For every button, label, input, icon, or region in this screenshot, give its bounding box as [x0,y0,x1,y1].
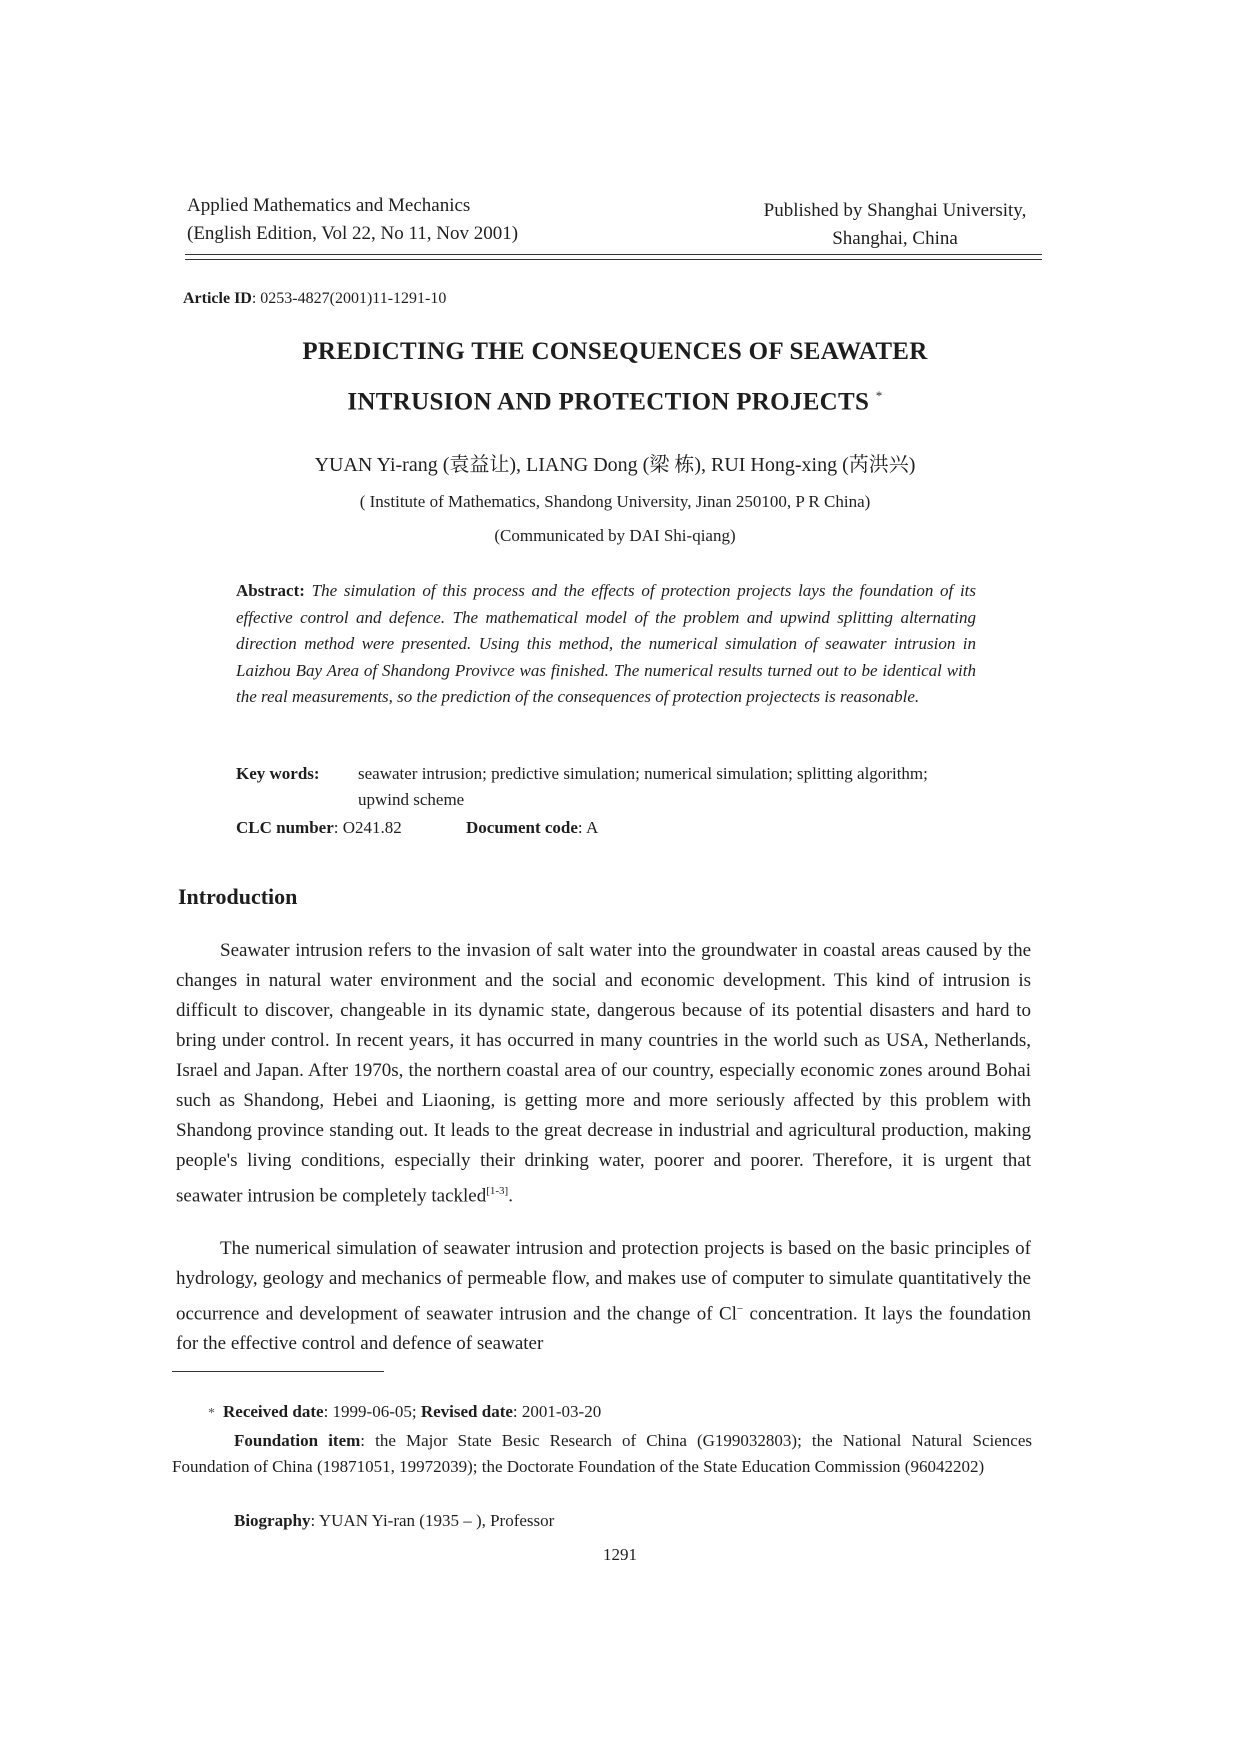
doc-code-label: Document code [466,818,578,837]
article-id [183,290,446,308]
received-label: Received date [223,1402,324,1421]
journal-name: Applied Mathematics and Mechanics [187,195,471,216]
revised-label: Revised date [420,1402,513,1421]
paragraph-2-text-a: The numerical simulation of seawater intrusion and protection projects is based on the basic principles of hydrology, geology and mechanics of permeable flow, and makes use of computer to simulate quantitatively the occurrence and development of seawater intrusion and the change of Cl [176,1238,1031,1325]
article-id-label: Article ID [183,290,252,307]
biography-value: : YUAN Yi-ran (1935 – ), Professor [310,1511,555,1530]
classification [236,818,598,838]
clc-label: CLC number [236,818,334,837]
footnote-mark: * [208,1406,215,1421]
citation-ref: [1-3] [486,1185,509,1197]
publisher-name: Published by Shanghai University, [763,200,1027,221]
authors: YUAN Yi-rang (袁益让), LIANG Dong (梁 栋), RUI Hong-xing (芮洪兴) [314,454,916,476]
paragraph-1-text: Seawater intrusion refers to the invasion of salt water into the groundwater in coastal areas caused by the changes in natural water environment and the social and economic development. This kind of intrusion is difficult to discover, changeable in its dynamic state, dangerous because of its potential disasters and hard to bring under control. In recent years, it has occurred in many countries in the world such as USA, Netherlands, Israel and Japan. After 1970s, the northern coastal area of our country, especially economic zones around Bohai such as Shandong, Hebei and Liaoning, is getting more and more seriously affected by this problem with Shandong province standing out. It leads to the great decrease in industrial and agricultural production, making people's living conditions, especially their drinking water, poorer and poorer. Therefore, it is urgent that seawater intrusion be completely tackled [176,940,1031,1207]
clc-value: : O241.82 [333,818,402,837]
header-rule-bottom [185,259,1042,260]
doc-code-value: : A [577,818,599,837]
article-id-value: : 0253-4827(2001)11-1291-10 [251,290,447,307]
foundation-label: Foundation item [234,1431,361,1450]
journal-info [187,192,518,248]
journal-edition: (English Edition, Vol 22, No 11, Nov 2001) [187,223,519,244]
body-paragraph [176,936,1031,1211]
section-heading: Introduction [178,884,298,909]
affiliation: ( Institute of Mathematics, Shandong University, Jinan 250100, P R China) [359,492,871,511]
abstract-text: The simulation of this process and the effects of protection projects lays the foundation of its effective control and defence. The mathematical model of the problem and upwind splitting alternating direction method were presented. Using this method, the numerical simulation of seawater intrusion in Laizhou Bay Area of Shandong Provivce was finished. The numerical results turned out to be identical with the real measurements, so the prediction of the consequences of protection projectects is reasonable. [236,581,977,706]
footnote-biography [172,1508,1032,1534]
revised-value: : 2001-03-20 [512,1402,602,1421]
communicated-by: (Communicated by DAI Shi-qiang) [494,526,736,545]
paragraph-1-end: . [508,1185,513,1207]
received-value: : 1999-06-05; [323,1402,421,1421]
keywords [236,761,976,813]
keywords-label: Key words: [236,764,320,783]
header-rule-top [185,254,1042,255]
paragraph-2-text-b: concentration. It lays the foundation for the effective control and defence of seawater [176,1303,1032,1355]
footnote-dates [172,1399,1032,1427]
page-number: 1291 [603,1545,637,1564]
paper-title [180,330,1050,424]
body-paragraph [176,1234,1031,1359]
abstract-label: Abstract: [236,581,305,600]
publisher-location: Shanghai, China [832,228,958,249]
keywords-value: seawater intrusion; predictive simulation; numerical simulation; splitting algorithm; upwind scheme [358,764,928,809]
chloride-superscript: − [736,1303,744,1315]
foundation-value: : the Major State Besic Research of China (G199032803); the National Natural Sciences Foundation of China (19871051, 19972039); the Doctorate Foundation of the State Education Commission (96042202) [172,1431,1032,1476]
footnote-foundation [172,1428,1032,1480]
title-line-2: INTRUSION AND PROTECTION PROJECTS [347,388,870,416]
abstract [236,578,976,711]
biography-label: Biography [234,1511,311,1530]
title-line-1: PREDICTING THE CONSEQUENCES OF SEAWATER [302,338,928,365]
title-footnote-mark: * [875,388,883,403]
publisher-info [740,197,1050,253]
footnote-rule [172,1371,384,1372]
